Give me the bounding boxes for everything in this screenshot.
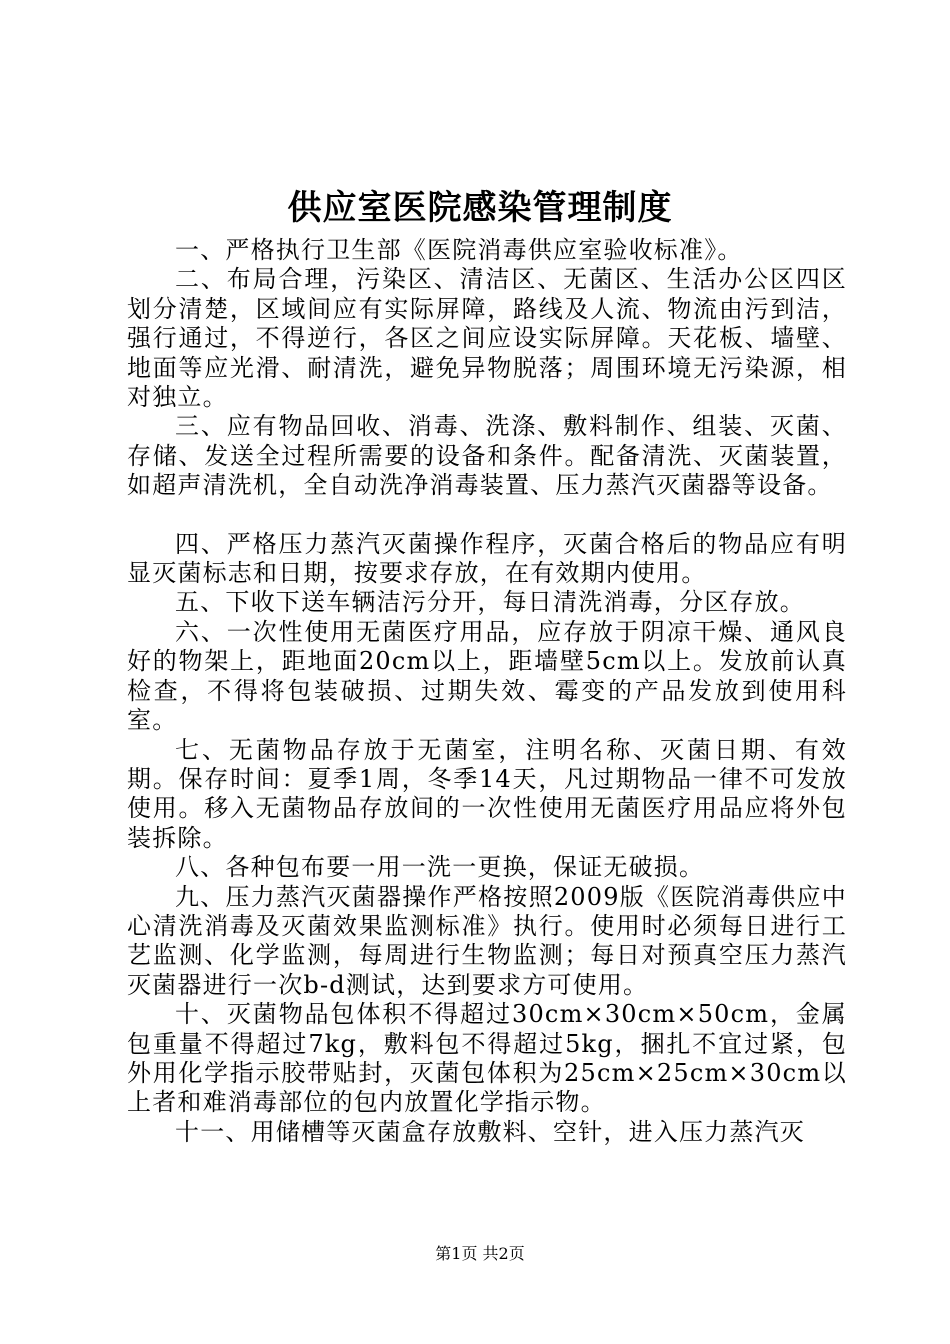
paragraph-1: 一、严格执行卫生部《医院消毒供应室验收标准》。: [175, 236, 743, 264]
paragraph-10: 十、灭菌物品包体积不得超过30cm×30cm×50cm，金属包重量不得超过7kg，敷料包不得超过5kg，捆扎不宜过紧，包外用化学指示胶带贴封，灭菌包体积为25cm×25cm×30cm以上者和难消毒部位的包内放置化学指示物。: [127, 1000, 847, 1117]
paragraph-11: 十一、用储槽等灭菌盒存放敷料、空针，进入压力蒸汽灭: [175, 1117, 805, 1146]
paragraph-6: 六、一次性使用无菌医疗用品，应存放于阴凉干燥、通风良好的物架上，距地面20cm以上，距墙壁5cm以上。发放前认真检查，不得将包装破损、过期失效、霉变的产品发放到使用科室。: [127, 617, 847, 735]
document-title: 供应室医院感染管理制度: [287, 188, 673, 228]
paragraph-3: 三、应有物品回收、消毒、洗涤、敷料制作、组装、灭菌、存储、发送全过程所需要的设备和条件。配备清洗、灭菌装置，如超声清洗机，全自动洗净消毒装置、压力蒸汽灭菌器等设备。: [127, 412, 847, 500]
paragraph-8: 八、各种包布要一用一洗一更换，保证无破损。: [175, 853, 705, 882]
page-footer: 第1页 共2页: [435, 1244, 525, 1263]
paragraph-4: 四、严格压力蒸汽灭菌操作程序，灭菌合格后的物品应有明显灭菌标志和日期，按要求存放，在有效期内使用。: [127, 529, 847, 588]
paragraph-7: 七、无菌物品存放于无菌室，注明名称、灭菌日期、有效期。保存时间：夏季1周，冬季14天，凡过期物品一律不可发放使用。移入无菌物品存放间的一次性使用无菌医疗用品应将外包装拆除。: [127, 735, 847, 852]
paragraph-2: 二、布局合理，污染区、清洁区、无菌区、生活办公区四区划分清楚，区域间应有实际屏障，路线及人流、物流由污到洁，强行通过，不得逆行，各区之间应设实际屏障。天花板、墙壁、地面等应光滑、耐清洗，避免异物脱落；周围环境无污染源，相对独立。: [127, 265, 847, 412]
document-body: [127, 236, 847, 1147]
paragraph-9: 九、压力蒸汽灭菌器操作严格按照2009版《医院消毒供应中心清洗消毒及灭菌效果监测标准》执行。使用时必须每日进行工艺监测、化学监测，每周进行生物监测；每日对预真空压力蒸汽灭菌器进行一次b-d测试，达到要求方可使用。: [127, 882, 847, 999]
paragraph-5: 五、下收下送车辆洁污分开，每日清洗消毒，分区存放。: [175, 588, 805, 617]
